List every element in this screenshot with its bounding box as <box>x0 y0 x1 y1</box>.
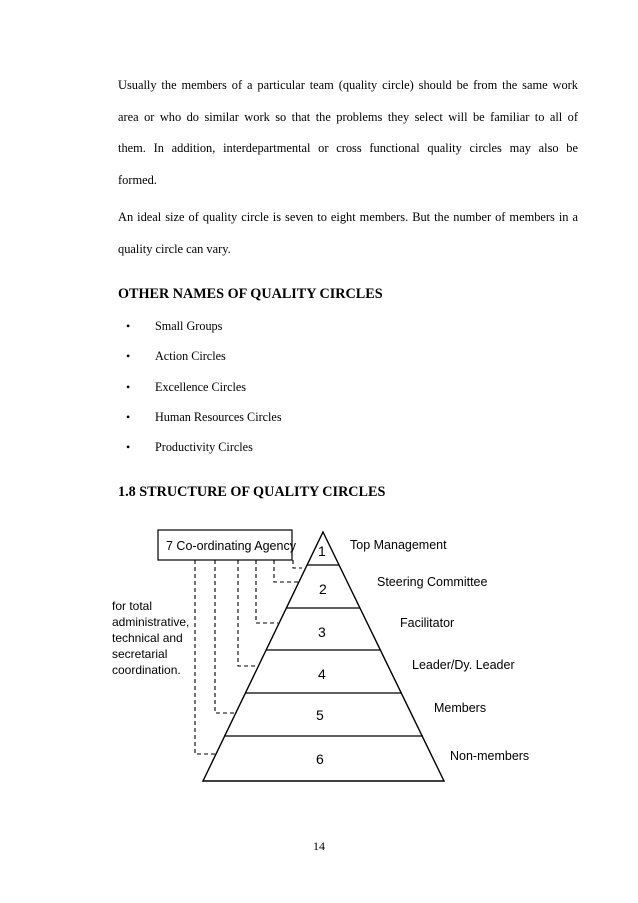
paragraph-line: quality circle can vary. <box>118 241 231 256</box>
level-number-3: 3 <box>318 624 326 640</box>
bullet-icon: • <box>126 319 131 333</box>
level-label-non-members: Non-members <box>450 749 530 763</box>
level-number-5: 5 <box>316 707 324 723</box>
pyramid <box>203 532 444 781</box>
bullet-icon: • <box>126 349 131 364</box>
list-item <box>126 372 282 402</box>
list-item-label: Human Resources Circles <box>155 409 282 424</box>
level-label-steering-committee: Steering Committee <box>377 575 488 589</box>
level-number-1: 1 <box>318 543 326 559</box>
list-item <box>126 341 282 371</box>
heading-structure: 1.8 STRUCTURE OF QUALITY CIRCLES <box>118 484 386 500</box>
list-item-label: Excellence Circles <box>155 379 247 394</box>
paragraph-line: An ideal size of quality circle is seven to eight members. But the number of members in a <box>118 210 578 224</box>
bullet-icon: • <box>126 379 131 394</box>
level-label-facilitator: Facilitator <box>400 616 455 630</box>
coordinating-agency-label: 7 Co-ordinating Agency <box>166 539 296 553</box>
list-item-label: Action Circles <box>155 349 226 364</box>
bullet-icon: • <box>126 440 131 455</box>
other-names-list <box>126 311 282 462</box>
list-item <box>126 311 282 341</box>
level-label-members: Members <box>434 701 487 715</box>
level-number-6: 6 <box>316 751 324 767</box>
level-label-leader: Leader/Dy. Leader <box>412 658 515 672</box>
quality-circle-structure-diagram <box>110 520 530 790</box>
level-number-4: 4 <box>318 666 326 682</box>
heading-other-names: OTHER NAMES OF QUALITY CIRCLES <box>118 286 383 302</box>
list-item <box>126 402 282 432</box>
page-number: 14 <box>313 839 325 853</box>
paragraph-line: formed. <box>118 172 157 187</box>
paragraph-ideal-size <box>118 202 578 265</box>
side-note: for total administrative, technical and secretarial coordination. <box>112 599 190 677</box>
level-label-top-management: Top Management <box>350 538 447 552</box>
level-number-2: 2 <box>319 581 327 597</box>
bullet-icon: • <box>126 409 131 424</box>
paragraph-line: them. In addition, interdepartmental or cross functional quality circles may also be <box>118 141 578 155</box>
paragraph-line: area or who do similar work so that the problems they select will be familiar to all of <box>118 109 578 124</box>
paragraph-team-members <box>118 70 578 196</box>
paragraph-line: Usually the members of a particular team (quality circle) should be from the same work <box>118 78 578 92</box>
list-item-label: Productivity Circles <box>155 440 253 455</box>
list-item <box>126 432 282 462</box>
list-item-label: Small Groups <box>155 319 223 333</box>
